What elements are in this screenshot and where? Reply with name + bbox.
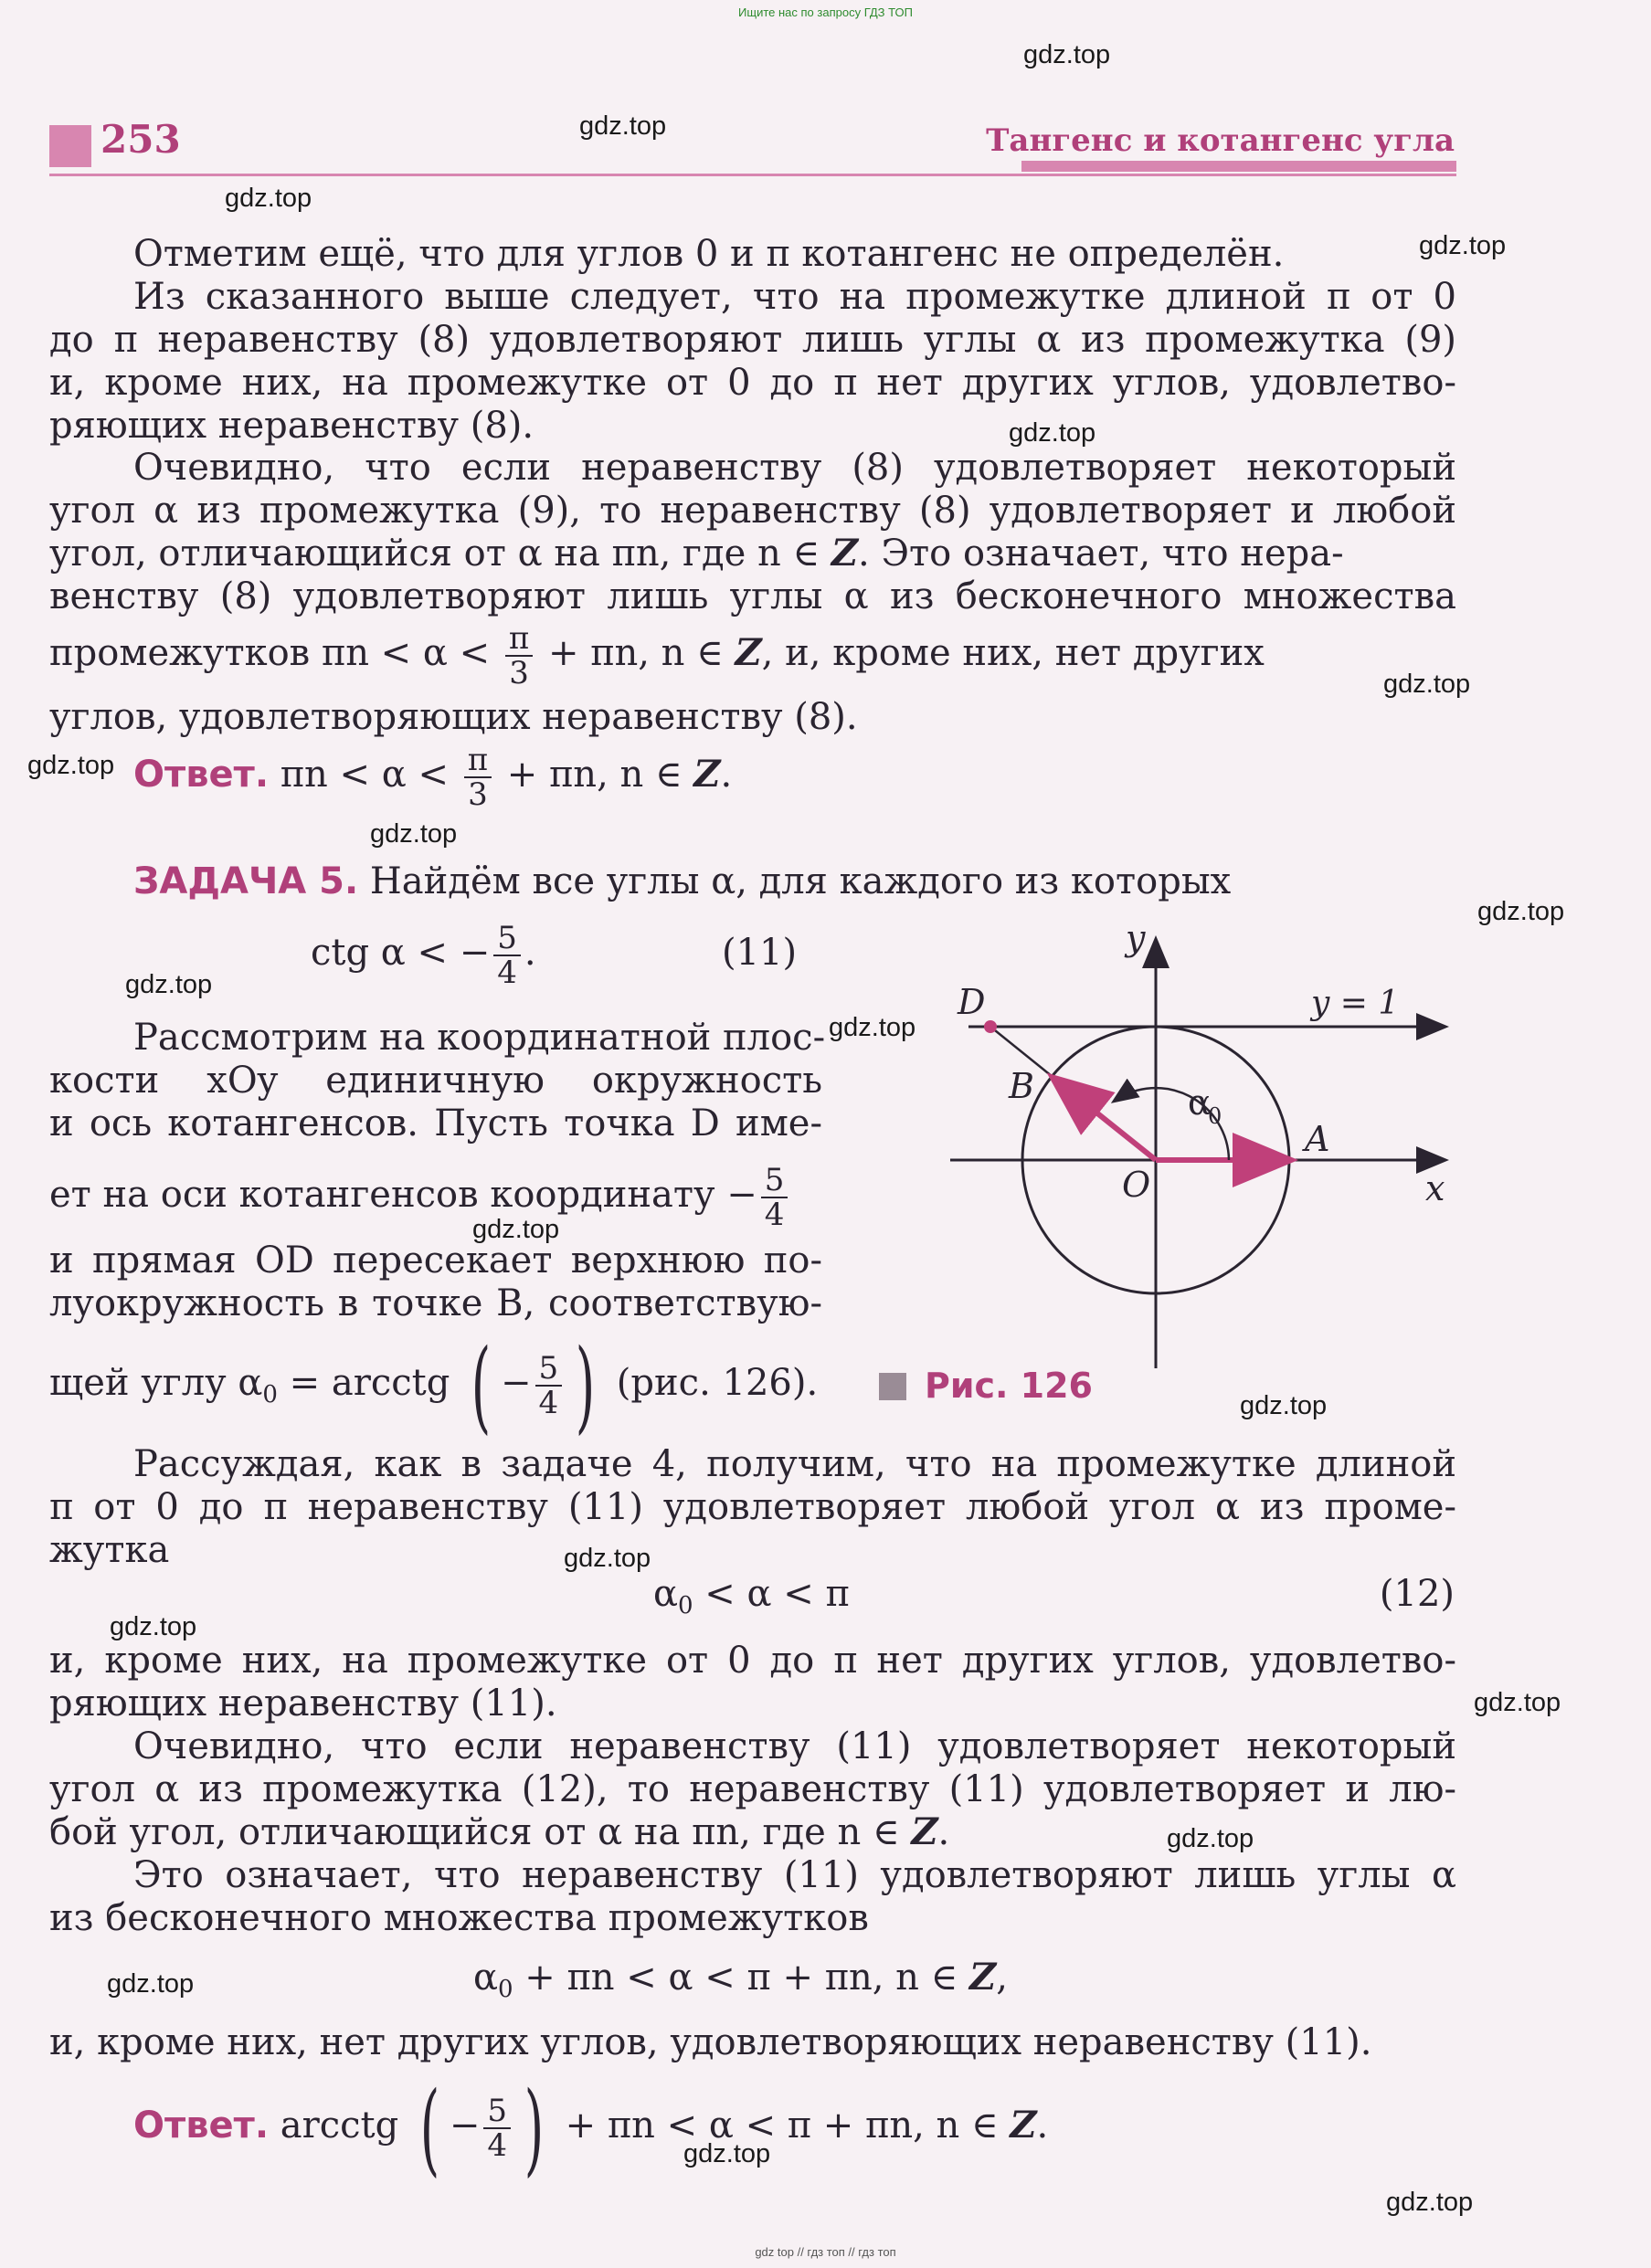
text-line: и ось котангенсов. Пусть точка D име- [49,1102,822,1145]
watermark: gdz.top [829,1013,916,1042]
subscript: 0 [678,1592,693,1619]
text-line: и, кроме них, на промежутке от 0 до π нет других углов, удовлетво- [49,1640,1456,1682]
text-span: + πn < α < π + πn, n ∈ [553,2104,1011,2147]
text-line: Отметим ещё, что для углов 0 и π котангенс не определён. [133,233,1285,275]
page-marker-square [49,125,91,167]
text-span: − [449,2104,481,2147]
figure-126 [914,923,1462,1379]
text-span: . [524,932,536,974]
label-alpha: α [1188,1082,1212,1123]
text-line: Рассуждая, как в задаче 4, получим, что на промежутке длиной [133,1443,1456,1485]
text-span: . [937,1811,950,1853]
section-title: Тангенс и котангенс угла [986,122,1455,159]
label-alpha-sub: 0 [1208,1103,1222,1129]
fraction-5-over-4: $\frac{5}{4}$ [761,1164,788,1231]
text-line: Это означает, что неравенству (11) удовлетворяют лишь углы α [133,1854,1456,1896]
watermark: gdz.top [683,2139,771,2168]
text-line: угол α из промежутка (9), то неравенству (8) удовлетворяет и любой [49,490,1456,532]
text-line: Из сказанного выше следует, что на промежутке длиной π от 0 [133,276,1456,318]
label-B: B [1009,1066,1034,1106]
page-number: 253 [101,117,181,162]
text-line [49,614,1456,692]
text-span: . [1036,2104,1049,2147]
top-note: Ищите нас по запросу ГДЗ ТОП [738,5,913,19]
text-span: , и, кроме них, нет других [761,632,1265,674]
fraction-pi-over-3: $\frac{\pi}{3}$ [505,622,533,690]
paren-right: ) [575,1327,596,1444]
text-span: + πn < α < π + πn, n ∈ [513,1957,969,1999]
inequality-13 [473,1957,1113,2010]
paren-right: ) [524,2070,545,2187]
watermark: gdz.top [1419,231,1507,260]
figure-caption-marker [879,1373,906,1400]
text-line [49,1327,872,1444]
text-span: щей углу α [49,1362,263,1404]
watermark: gdz.top [1386,2188,1474,2217]
text-span: . [720,754,733,796]
watermark: gdz.top [1009,418,1096,448]
watermark: gdz.top [1240,1391,1328,1420]
label-D: D [958,982,986,1022]
text-span: = arcctg [277,1362,462,1404]
watermark: gdz.top [564,1544,651,1573]
watermark: gdz.top [27,751,115,780]
text-line: и, кроме них, нет других углов, удовлетворяющих неравенству (11). [49,2021,1372,2063]
text-line: Рассмотрим на координатной плос- [133,1017,826,1059]
watermark: gdz.top [1023,40,1111,69]
integers-symbol: Z [735,631,762,674]
text-span: α [473,1957,499,1999]
header-rule [49,174,1456,176]
text-span: < α < π [693,1573,850,1615]
subscript: 0 [498,1976,513,2003]
section-title-underline [1021,161,1456,172]
watermark: gdz.top [125,970,213,999]
text-line: и прямая OD пересекает верхнюю по- [49,1239,822,1282]
task-heading [49,860,1456,902]
fraction-pi-over-3: $\frac{\pi}{3}$ [464,744,492,811]
integers-symbol: Z [693,753,721,796]
text-line: ряющих неравенству (8). [49,405,534,447]
text-span: промежутков πn < α < [49,632,491,674]
text-line: π от 0 до π неравенству (11) удовлетворяет любой угол α из проме- [49,1486,1456,1528]
watermark: gdz.top [110,1612,197,1641]
answer-label: Ответ. [133,2104,270,2147]
text-line: жутка [49,1529,170,1571]
label-A: A [1305,1119,1330,1159]
text-span: arcctg [280,2104,410,2147]
text-line: ряющих неравенству (11). [49,1683,557,1725]
point-D [984,1020,997,1033]
paren-left: ( [471,1327,492,1444]
watermark: gdz.top [225,184,312,213]
text-line: угол α из промежутка (12), то неравенству (11) удовлетворяет и лю- [49,1768,1456,1810]
equation-number: (12) [1379,1573,1455,1615]
text-line: луокружность в точке B, соответствую- [49,1282,822,1324]
integers-symbol: Z [831,532,859,575]
text-span: бой угол, отличающийся от α на πn, где n ∈ [49,1811,912,1853]
text-span: ctg α < − [311,932,491,974]
paren-left: ( [419,2070,440,2187]
text-line [49,533,1456,575]
label-O: O [1122,1165,1151,1205]
watermark: gdz.top [472,1215,560,1244]
text-span: + πn, n ∈ [547,632,736,674]
watermark: gdz.top [107,1969,195,1999]
inequality-11 [311,913,859,992]
integers-symbol: Z [911,1810,938,1853]
answer-label: Ответ. [133,754,270,796]
equation-number: (11) [722,932,798,974]
fraction-5-over-4: $\frac{5}{4}$ [535,1352,563,1419]
text-line: до π неравенству (8) удовлетворяют лишь углы α из промежутка (9) [49,319,1456,361]
watermark: gdz.top [579,111,667,141]
watermark: gdz.top [1477,897,1565,926]
text-line [49,1155,822,1234]
text-line: из бесконечного множества промежутков [49,1897,869,1939]
figure-caption: Рис. 126 [925,1366,1093,1406]
label-y: y [1126,923,1146,958]
text-line: и, кроме них, на промежутке от 0 до π нет других углов, удовлетво- [49,362,1456,404]
watermark: gdz.top [370,819,458,849]
text-span: (рис. 126). [605,1362,819,1404]
watermark: gdz.top [1383,670,1471,699]
inequality-12 [653,1573,1019,1627]
text-span: − [501,1362,532,1404]
bottom-note: gdz top // гдз топ // гдз топ [755,2245,896,2259]
fraction-5-over-4: $\frac{5}{4}$ [483,2094,511,2162]
text-line: венству (8) удовлетворяют лишь углы α из бесконечного множества [49,575,1456,617]
integers-symbol: Z [968,1956,997,1999]
subscript: 0 [262,1381,278,1408]
text-span: πn < α < [280,754,449,796]
text-span: угол, отличающийся от α на πn, где n ∈ [49,533,831,575]
text-span: α [653,1573,679,1615]
integers-symbol: Z [1010,2104,1037,2147]
text-span: . Это означает, что нера- [858,533,1344,575]
fraction-5-over-4: $\frac{5}{4}$ [493,922,521,989]
text-span: + πn, n ∈ [506,754,694,796]
text-span: ет на оси котангенсов координату − [49,1174,757,1216]
watermark: gdz.top [1474,1688,1561,1717]
label-x: x [1425,1168,1445,1208]
text-span: , [996,1957,1008,1999]
watermark: gdz.top [1167,1824,1254,1853]
label-y-equals-1: y = 1 [1311,985,1400,1022]
text-line: углов, удовлетворяющих неравенству (8). [49,696,858,738]
vector-OB [1055,1080,1156,1160]
task-label: ЗАДАЧА 5. [133,860,359,902]
text-span: Найдём все углы α, для каждого из которых [358,860,1232,902]
text-line: кости xOy единичную окружность [49,1060,822,1102]
text-line: Очевидно, что если неравенству (11) удовлетворяет некоторый [133,1725,1456,1767]
answer-line [49,735,1456,814]
text-line: Очевидно, что если неравенству (8) удовлетворяет некоторый [133,447,1456,489]
